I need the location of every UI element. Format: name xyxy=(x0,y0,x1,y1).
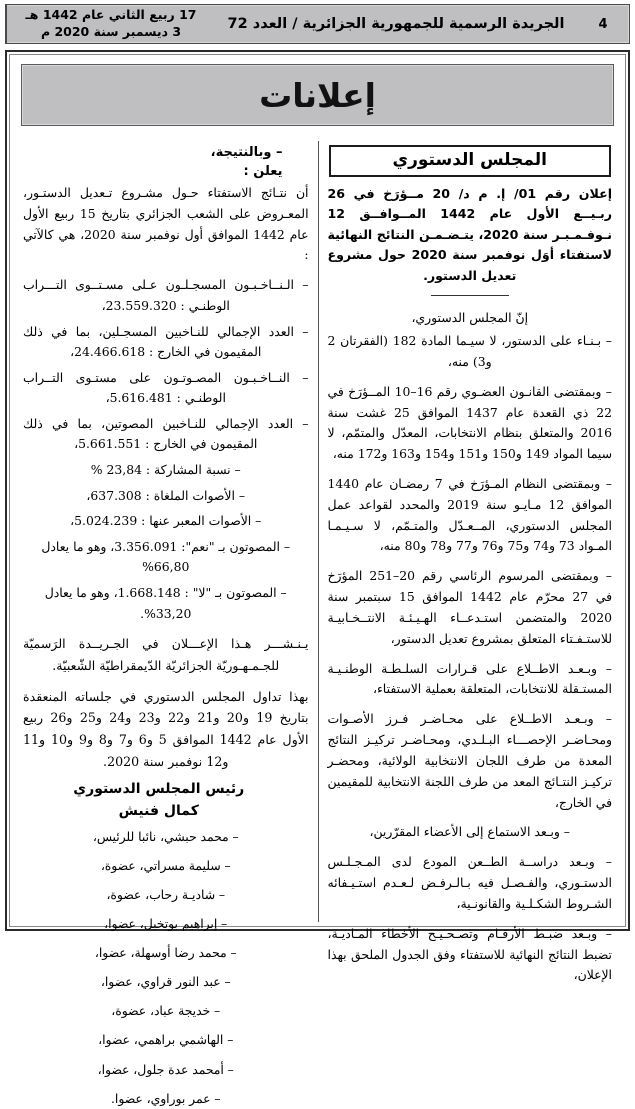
president-name: كمال فنيش xyxy=(118,803,199,820)
whereas-clause: – وبمقتضى النظام المـؤرَخ في 7 رمضـان عام 1440 الموافق 12 مـايـو سنة 2019 والمحدد لقواعد عمل المجلس الدستوري، المــعـدّل والمتـمّم، لا سـيـمـا المـواد 73 و74 و75 و76 و77 و78 و80 منه، xyxy=(327,476,612,554)
content-frame-inner xyxy=(9,54,626,1106)
consequently-label: – وبالنتيجة، xyxy=(210,145,283,160)
result-yes-votes: – المصوتون بـ "نعم": 3.356.091، وهو ما يعادل 66,80% xyxy=(41,538,291,575)
date-gregorian: 3 ديسمبر سنة 2020 م xyxy=(40,24,182,39)
whereas-clause: – وبـعـد الاطــلاع على قـرارات السلـطـة الوطنـيـة المستـقلة للانتخابات، المتعلقة بعملية الاستفتاء، xyxy=(327,660,612,697)
member-list-item: – الهاشمي براهمي، عضوا، xyxy=(98,1033,234,1048)
result-voters-national: – النــاخـبـون المصـوتـون على مستـوى التــراب الوطنـي : 5.616.481، xyxy=(23,369,309,406)
page-header-bar xyxy=(5,4,630,44)
result-registered-total: – العدد الإجمالي للنـاخبين المسجـلين، بما في ذلك المقيمون في الخارج : 24.466.618، xyxy=(23,323,309,360)
member-list-item: – إبراهيم بوتخيل، عضوا، xyxy=(104,917,228,932)
result-voters-total: – العدد الإجمالي للنـاخبين المصوتين، بما في ذلك المقيمون في الخارج : 5.661.551، xyxy=(23,415,309,452)
member-list-item: – محمد رضا أوسهلة، عضوا، xyxy=(94,946,237,961)
announcements-banner-label: إعلانات xyxy=(259,75,376,115)
horizontal-rule xyxy=(431,295,509,296)
content-frame xyxy=(5,50,630,1106)
member-list-item: – خديجة عباد، عضوة، xyxy=(111,1004,221,1019)
member-list-item: – عمر بوراوي، عضوا. xyxy=(111,1091,221,1106)
whereas-clause: – وبـعد ضبـط الأرقـام وتصـحـيـح الأخطاء المـاديـة، تضبط النتائج النهائية للاستفتاء وفق الجدول الملحق بهذا الإعلان، xyxy=(327,925,612,983)
date-hijri: 17 ربيع الثاني عام 1442 هـ xyxy=(25,7,197,23)
announcements-banner xyxy=(21,64,614,126)
right-column xyxy=(318,141,622,983)
deliberation-notice: بهذا تداول المجلس الدستوري في جلساته المنعقدة بتاريخ 19 و20 و21 و22 و23 و24 و25 و26 ربيع الأول عام 1442 الموافق 5 و6 و7 و8 و9 و10 و11 و12 نوفمبر سنة 2020. xyxy=(23,688,309,769)
member-list-item: – شاديـة رحاب، عضوة، xyxy=(106,888,226,903)
result-turnout-rate: – نسبة المشاركة : 23,84 % xyxy=(90,462,241,478)
result-valid-votes: – الأصوات المعبر عنها : 5.024.239، xyxy=(70,513,262,529)
member-list-item: – أمحمد عدة جلول، عضوا، xyxy=(97,1062,234,1077)
member-list-item: – عبد النور قراوي، عضوا، xyxy=(100,975,231,990)
section-title: المجلس الدستوري xyxy=(392,150,547,170)
member-list-item: – محمد حبشي، نائبا للرئيس، xyxy=(92,830,239,845)
result-registered-national: – الـنــاخـبـون المسجـلـون عـلى مسـتــوى التـــراب الوطنـي : 23.559.320، xyxy=(23,277,309,313)
header-date-block xyxy=(6,5,215,43)
declares-label: يعلن : xyxy=(243,164,283,179)
section-title-box xyxy=(329,145,612,177)
member-list-item: – سليمة مسراتي، عضوة، xyxy=(100,859,231,874)
whereas-clause: – وبـعد دراســة الطــعن المودع لدى المـجـلـس الدستـوري، والفـصـل فيه بـالـرفـض لـعـدم استـيـفائه الشـروط الشكـلـية والقانونـية، xyxy=(327,854,612,911)
two-column-body xyxy=(14,141,621,1106)
journal-title: الجريدة الرسمية للجمهورية الجزائرية / العدد 72 xyxy=(227,16,565,32)
whereas-clause: – بـنـاء على الدستور، لا سيـما المادة 182 (الفقرتان 2 و3) منه، xyxy=(327,333,613,369)
whereas-clause: – وبـعد الاستماع إلى الأعضاء المقرّرين، xyxy=(369,824,571,840)
publication-notice: يـنـشـــر هـذا الإعـــلان في الجـريــدة الرَسميّة للجـمـهـوريّة الجزائريّة الدّيمقراطيّة الشّعبيّة. xyxy=(23,636,309,673)
opening-clause: إنّ المجلس الدستوري، xyxy=(411,309,529,325)
result-void-votes: – الأصوات الملغاة : 637.308، xyxy=(86,487,246,503)
announcement-heading: إعلان رقم 01/ إ. م د/ 20 مــؤرَخ في 26 ربـيــع الأول عام 1442 المــوافــق 12 نـوفـمـبـر سنة 2020، يتـضـمـن النتائج النهائية لاستفتاء أوَل نوفمبر سنة 2020 حول مشروع تعديل الدستور. xyxy=(327,186,613,283)
whereas-clause: – وبمقتضى المرسوم الرئاسي رقم 20–251 المؤرَخ في 27 محرّم عام 1442 الموافق 15 سبتمبر سنة 2020 والمتضمن استـدعــاء الهـيـئـة الانتــخـابيـة للاستـفـتاء المتعلق بمشروع تعديل الدستور، xyxy=(327,568,612,646)
whereas-clause: – وبـعـد الاطــلاع على محـاضـر فـرز الأصـوات ومحـاضـر الإحصـــاء البـلـدي، ومحـاضـر تركيـز النتائج المعدة من طرف اللجان الانتخابية الولائية، ومحضـر تركيـز النتـائج المعد من طرف اللجنة الانتخابية للمقيمين في الخارج، xyxy=(327,711,612,810)
declaration-body: أن نتـائج الاستفتاء حـول مشـروع تـعديل الدستـور، المعـروض على الشعب الجزائري بتاريخ 15 ربيع الأول عام 1442 الموافق أول نوفمبر سنة 2020، هي كالآتي : xyxy=(23,185,309,263)
whereas-clause: – وبمقتضى القانـون العضـوي رقم 16–10 المــؤرَخ في 22 ذي القعدة عام 1437 الموافق 25 غشت سنة 2016 والمتعلق بنظام الانتخابات، المعدّل والمتمّم، لا سيما المواد 149 و150 و151 و154 و163 و172 منه، xyxy=(327,383,613,462)
page-number: 4 xyxy=(598,16,608,32)
left-column xyxy=(14,141,318,1106)
president-title: رئيس المجلس الدستوري xyxy=(73,781,245,798)
result-no-votes: – المصوتون بـ "لا" : 1.668.148، وهو ما يعادل 33,20%. xyxy=(44,585,287,621)
